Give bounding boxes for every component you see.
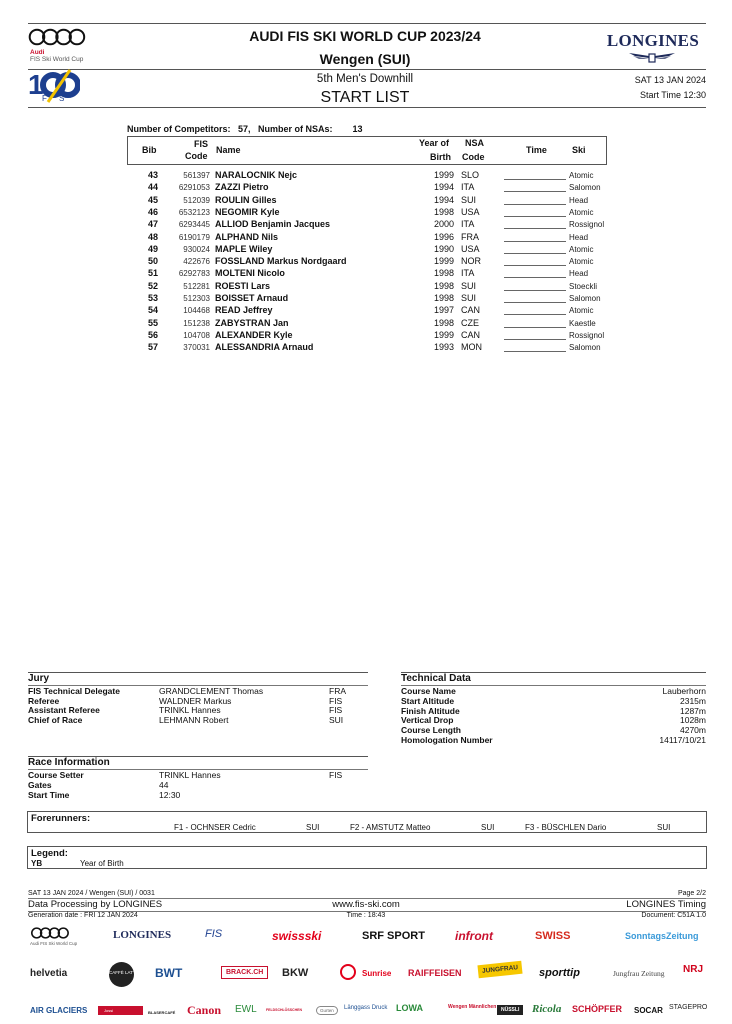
fis-code-cell: 6532123 xyxy=(178,207,210,217)
ski-brand-cell: Rossignol xyxy=(569,330,605,340)
nsa-code-cell: USA xyxy=(461,243,480,254)
nsa-code-cell: CAN xyxy=(461,305,481,316)
table-row xyxy=(127,305,607,317)
technical-value: 1028m xyxy=(680,715,706,726)
jury-member-name: WALDNER Markus xyxy=(159,695,232,706)
ski-brand-cell: Head xyxy=(569,269,589,279)
athlete-name-cell: READ Jeffrey xyxy=(215,305,273,316)
ski-brand-cell: Kaestle xyxy=(569,318,596,328)
nsa-code-cell: ITA xyxy=(461,182,475,193)
bib-cell: 48 xyxy=(147,231,158,242)
table-row xyxy=(127,330,607,342)
sponsor-lowa: LOWA xyxy=(396,1003,423,1013)
sponsor-srf-sport: SRF SPORT xyxy=(362,930,425,942)
jury-member-nation: FIS xyxy=(329,695,343,706)
fis-code-cell: 512303 xyxy=(183,294,210,303)
sponsor-jungfrau: JUNGFRAU xyxy=(477,961,522,979)
nsa-code-cell: MON xyxy=(461,342,482,353)
ski-brand-cell: Rossignol xyxy=(569,220,605,230)
svg-text:S: S xyxy=(59,94,65,103)
footer-generation-time: Time : 18:43 xyxy=(346,912,386,919)
time-entry-line xyxy=(504,219,566,229)
footer-generation-date: Generation date : FRI 12 JAN 2024 xyxy=(28,912,138,919)
sponsor-audi-rings-icon xyxy=(30,927,70,939)
technical-value: 14117/10/21 xyxy=(659,735,706,745)
sponsor-bwt: BWT xyxy=(155,966,183,980)
ski-brand-cell: Salomon xyxy=(569,183,601,193)
sponsor-longines: LONGINES xyxy=(113,929,172,941)
col-header-yob-1: Year of xyxy=(419,138,450,148)
nsa-code-cell: CAN xyxy=(461,329,481,340)
nsa-code-cell: SLO xyxy=(461,170,480,180)
table-row xyxy=(127,232,607,244)
footer-timing: LONGINES Timing xyxy=(626,899,706,910)
athlete-name-cell: BOISSET Arnaud xyxy=(215,293,289,303)
bib-cell: 50 xyxy=(147,256,158,267)
fis-code-cell: 6293445 xyxy=(178,220,210,230)
jury-role: Assistant Referee xyxy=(28,705,100,716)
time-entry-line xyxy=(504,256,566,266)
race-info-nation: FIS xyxy=(329,770,343,780)
audi-sub-text: FIS Ski World Cup xyxy=(30,56,84,63)
table-row xyxy=(127,219,607,231)
sponsor-langgass-druck: Länggass Druck xyxy=(344,1005,388,1011)
athlete-name-cell: ROULIN Gilles xyxy=(215,194,277,205)
table-row xyxy=(127,182,607,194)
time-entry-line xyxy=(504,293,566,303)
bib-cell: 54 xyxy=(147,305,158,316)
sponsor-ricola: Ricola xyxy=(532,1003,562,1015)
year-of-birth-cell: 1993 xyxy=(433,342,454,353)
jury-role: FIS Technical Delegate xyxy=(28,686,120,696)
fis-code-cell: 104468 xyxy=(183,306,210,316)
year-of-birth-cell: 1998 xyxy=(433,268,454,279)
sponsor-sporttip: sporttip xyxy=(539,967,580,979)
jury-member-nation: SUI xyxy=(329,714,344,725)
jury-member-name: GRANDCLEMENT Thomas xyxy=(159,686,264,696)
sponsor-nrj: NRJ xyxy=(683,964,704,975)
athlete-name-cell: NARALOCNIK Nejc xyxy=(215,170,298,180)
jury-member-nation: FIS xyxy=(329,705,343,716)
year-of-birth-cell: 1994 xyxy=(433,182,454,193)
race-info-label: Start Time xyxy=(28,789,70,800)
table-header xyxy=(127,136,607,165)
sponsor-swissski: swissski xyxy=(272,929,322,943)
col-header-time: Time xyxy=(526,145,547,155)
venue-title: Wengen (SUI) xyxy=(319,51,411,67)
forerunner-1-name: F1 - OCHNSER Cedric xyxy=(174,823,256,832)
technical-label: Course Length xyxy=(401,725,461,736)
ski-brand-cell: Atomic xyxy=(569,306,594,316)
fis-code-cell: 512039 xyxy=(183,195,210,205)
footer-reference: SAT 13 JAN 2024 / Wengen (SUI) / 0031 xyxy=(28,890,155,897)
svg-text:F: F xyxy=(42,94,47,103)
jury-member-name: LEHMANN Robert xyxy=(159,714,229,725)
time-entry-line xyxy=(504,195,566,205)
year-of-birth-cell: 1999 xyxy=(433,256,454,267)
fis-code-cell: 151238 xyxy=(183,318,210,328)
ski-brand-cell: Head xyxy=(569,232,589,242)
table-row xyxy=(127,293,607,305)
technical-label: Course Name xyxy=(401,686,456,696)
footer-page: Page 2/2 xyxy=(677,890,706,897)
year-of-birth-cell: 1998 xyxy=(433,206,454,217)
table-row xyxy=(127,170,607,182)
col-header-name: Name xyxy=(216,145,241,155)
competitor-summary: Number of Competitors: 57, Number of NSAs: 13 xyxy=(127,124,363,134)
header-mid-rule xyxy=(28,69,706,70)
jury-title: Jury xyxy=(28,673,50,684)
year-of-birth-cell: 1999 xyxy=(433,170,454,180)
ski-brand-cell: Head xyxy=(569,195,589,205)
legend-meaning: Year of Birth xyxy=(80,859,124,868)
sponsor-audi: Audi FIS Ski World Cup xyxy=(30,941,78,946)
technical-value: 1287m xyxy=(680,705,706,716)
athlete-name-cell: ZAZZI Pietro xyxy=(215,182,269,193)
jury-member-name: TRINKL Hannes xyxy=(159,705,221,716)
sponsor-canon: Canon xyxy=(187,1003,222,1017)
time-entry-line xyxy=(504,232,566,242)
col-header-ski: Ski xyxy=(572,145,586,155)
sponsor-helvetia: helvetia xyxy=(30,968,68,979)
fis-code-cell: 422676 xyxy=(183,257,210,267)
longines-wings-icon xyxy=(627,51,677,63)
table-row xyxy=(127,195,607,207)
race-info-value: 44 xyxy=(159,779,169,790)
sponsor-swiss: SWISS xyxy=(535,930,571,942)
fis-code-cell: 6292783 xyxy=(178,269,210,279)
race-date: SAT 13 JAN 2024 xyxy=(634,75,706,85)
athlete-name-cell: ALPHAND Nils xyxy=(215,231,279,242)
audi-rings-logo xyxy=(28,28,86,46)
audi-brand-text: Audi xyxy=(30,49,45,56)
nsa-code-cell: ITA xyxy=(461,268,475,279)
fis-code-cell: 370031 xyxy=(183,343,210,353)
nsa-code-cell: FRA xyxy=(461,231,479,242)
sponsor-brack: BRACK.CH xyxy=(221,966,268,979)
ski-brand-cell: Salomon xyxy=(569,343,601,353)
sponsor-wengen-maennlichen: Wengen Männlichen xyxy=(448,1004,497,1010)
fis-code-cell: 930024 xyxy=(183,244,210,254)
nsa-code-cell: SUI xyxy=(461,293,477,303)
bib-cell: 44 xyxy=(147,182,158,193)
sponsor-caffe-latte: CAFFÈ LATTE xyxy=(109,962,134,987)
bib-cell: 45 xyxy=(147,194,158,205)
fis-100-logo xyxy=(28,68,80,104)
legend-box xyxy=(27,846,707,869)
sponsor-air-glaciers: AIR GLACIERS xyxy=(30,1006,88,1015)
athlete-name-cell: ALESSANDRIA Arnaud xyxy=(215,342,314,353)
race-start-time: Start Time 12:30 xyxy=(639,90,706,100)
fis-code-cell: 6291053 xyxy=(178,183,210,193)
nsa-code-cell: USA xyxy=(461,206,480,217)
footer-website-link[interactable]: www.fis-ski.com xyxy=(332,899,400,910)
race-info-value: TRINKL Hannes xyxy=(159,770,221,780)
nsa-code-cell: NOR xyxy=(461,256,481,267)
sponsor-blasercafe: BLASERCAFÉ xyxy=(148,1010,176,1015)
col-header-nsa-2: Code xyxy=(462,152,485,162)
technical-title: Technical Data xyxy=(401,673,471,684)
year-of-birth-cell: 1990 xyxy=(433,243,454,254)
sponsor-sunrise: Sunrise xyxy=(362,969,392,978)
bib-cell: 53 xyxy=(147,293,158,303)
table-row xyxy=(127,244,607,256)
sponsor-infront: infront xyxy=(455,929,493,943)
document-title: START LIST xyxy=(320,89,410,106)
forerunner-3-nation: SUI xyxy=(657,823,671,832)
legend-title: Legend: xyxy=(31,848,68,859)
col-header-fis-1: FIS xyxy=(194,139,209,149)
footer-data-processing: Data Processing by LONGINES xyxy=(28,899,163,910)
forerunner-2-nation: SUI xyxy=(481,823,495,832)
bib-cell: 47 xyxy=(147,219,158,230)
technical-label: Start Altitude xyxy=(401,695,455,706)
table-row xyxy=(127,256,607,268)
time-entry-line xyxy=(504,281,566,291)
sponsor-stagepro: STAGEPRO xyxy=(669,1004,708,1011)
athlete-name-cell: FOSSLAND Markus Nordgaard xyxy=(215,256,347,267)
technical-label: Finish Altitude xyxy=(401,705,460,716)
bib-cell: 57 xyxy=(147,342,158,353)
sponsor-gurten: Gurten xyxy=(316,1006,338,1015)
technical-value: Lauberhorn xyxy=(662,686,706,696)
table-row xyxy=(127,342,607,354)
forerunner-3-name: F3 - BÜSCHLEN Dario xyxy=(525,823,607,832)
svg-text:1: 1 xyxy=(28,69,44,100)
forerunners-title: Forerunners: xyxy=(31,813,91,824)
athlete-name-cell: NEGOMIR Kyle xyxy=(215,206,280,217)
table-row xyxy=(127,268,607,280)
nsa-code-cell: CZE xyxy=(461,317,479,328)
athlete-name-cell: ALLIOD Benjamin Jacques xyxy=(215,219,331,230)
sponsor-schoepfer: SCHÖPFER xyxy=(572,1004,623,1014)
time-entry-line xyxy=(504,330,566,340)
fis-code-cell: 6190179 xyxy=(178,232,210,242)
year-of-birth-cell: 1997 xyxy=(433,305,454,316)
sponsor-feldschloesschen: FELDSCHLÖSSCHEN xyxy=(266,1008,302,1012)
athlete-name-cell: ALEXANDER Kyle xyxy=(215,329,293,340)
sponsor-sonntagszeitung: SonntagsZeitung xyxy=(625,931,699,941)
col-header-nsa-1: NSA xyxy=(465,138,485,148)
technical-value: 2315m xyxy=(680,695,706,706)
table-row xyxy=(127,281,607,293)
fis-code-cell: 104708 xyxy=(183,330,210,340)
jury-role: Referee xyxy=(28,695,60,706)
bib-cell: 43 xyxy=(147,170,158,180)
ski-brand-cell: Atomic xyxy=(569,171,594,180)
table-row xyxy=(127,207,607,219)
header-bottom-rule xyxy=(28,107,706,108)
technical-label: Homologation Number xyxy=(401,735,493,745)
year-of-birth-cell: 2000 xyxy=(433,219,454,230)
ski-brand-cell: Stoeckli xyxy=(569,281,598,291)
competition-title: AUDI FIS SKI WORLD CUP 2023/24 xyxy=(249,28,481,44)
fis-code-cell: 512281 xyxy=(183,281,210,291)
legend-abbr: YB xyxy=(31,859,43,868)
footer-document-code: Document: C51A 1.0 xyxy=(641,912,706,919)
sponsor-jossi: Jossi xyxy=(98,1006,143,1015)
ski-brand-cell: Atomic xyxy=(569,244,594,254)
sponsor-jungfrau-zeitung: Jungfrau Zeitung xyxy=(613,969,665,978)
nsa-code-cell: ITA xyxy=(461,219,475,230)
bib-cell: 51 xyxy=(147,268,158,279)
time-entry-line xyxy=(504,170,566,180)
time-entry-line xyxy=(504,318,566,328)
sponsor-bkw: BKW xyxy=(282,967,309,979)
event-name: 5th Men's Downhill xyxy=(316,73,414,85)
time-entry-line xyxy=(504,244,566,254)
jury-top-rule xyxy=(28,672,368,673)
bib-cell: 49 xyxy=(147,243,158,254)
bib-cell: 56 xyxy=(147,329,158,340)
jury-member-nation: FRA xyxy=(329,686,346,696)
header-top-rule xyxy=(28,23,706,24)
race-info-value: 12:30 xyxy=(159,789,181,800)
year-of-birth-cell: 1999 xyxy=(433,329,454,340)
year-of-birth-cell: 1998 xyxy=(433,280,454,291)
jury-role: Chief of Race xyxy=(28,714,83,725)
technical-label: Vertical Drop xyxy=(401,715,454,726)
year-of-birth-cell: 1994 xyxy=(433,194,454,205)
bib-cell: 46 xyxy=(147,206,158,217)
time-entry-line xyxy=(504,207,566,217)
col-header-fis-2: Code xyxy=(185,151,208,161)
race-info-label: Gates xyxy=(28,779,52,790)
bib-cell: 52 xyxy=(147,280,158,291)
sponsor-nuessli: NÜSSLI xyxy=(497,1005,523,1015)
nsa-code-cell: SUI xyxy=(461,280,477,291)
athlete-name-cell: ZABYSTRAN Jan xyxy=(215,317,289,328)
bib-cell: 55 xyxy=(147,317,158,328)
sponsor-raiffeisen: RAIFFEISEN xyxy=(408,968,462,978)
race-info-title: Race Information xyxy=(28,757,110,768)
year-of-birth-cell: 1998 xyxy=(433,293,454,303)
forerunners-box xyxy=(27,811,707,833)
longines-logo: LONGINES xyxy=(606,31,700,50)
nsa-code-cell: SUI xyxy=(461,194,477,205)
forerunner-1-nation: SUI xyxy=(306,823,320,832)
race-info-label: Course Setter xyxy=(28,770,84,780)
ski-brand-cell: Atomic xyxy=(569,257,594,267)
technical-value: 4270m xyxy=(680,725,706,736)
table-row xyxy=(127,318,607,330)
ski-brand-cell: Atomic xyxy=(569,207,594,217)
time-entry-line xyxy=(504,342,566,352)
athlete-name-cell: ROESTI Lars xyxy=(215,280,271,291)
col-header-bib: Bib xyxy=(142,145,157,155)
forerunner-2-name: F2 - AMSTUTZ Matteo xyxy=(350,823,431,832)
time-entry-line xyxy=(504,305,566,315)
fis-code-cell: 561397 xyxy=(183,171,210,180)
athlete-name-cell: MAPLE Wiley xyxy=(215,243,273,254)
year-of-birth-cell: 1998 xyxy=(433,317,454,328)
sponsor-socar: SOCAR xyxy=(634,1006,663,1015)
time-entry-line xyxy=(504,182,566,192)
sponsor-ewl: EWL xyxy=(235,1004,257,1015)
sponsor-fis: FIS xyxy=(205,928,223,940)
sponsor-sunrise-icon xyxy=(340,964,356,980)
athlete-name-cell: MOLTENI Nicolo xyxy=(215,268,285,279)
time-entry-line xyxy=(504,268,566,278)
year-of-birth-cell: 1996 xyxy=(433,231,454,242)
col-header-yob-2: Birth xyxy=(430,152,451,162)
ski-brand-cell: Salomon xyxy=(569,294,601,303)
